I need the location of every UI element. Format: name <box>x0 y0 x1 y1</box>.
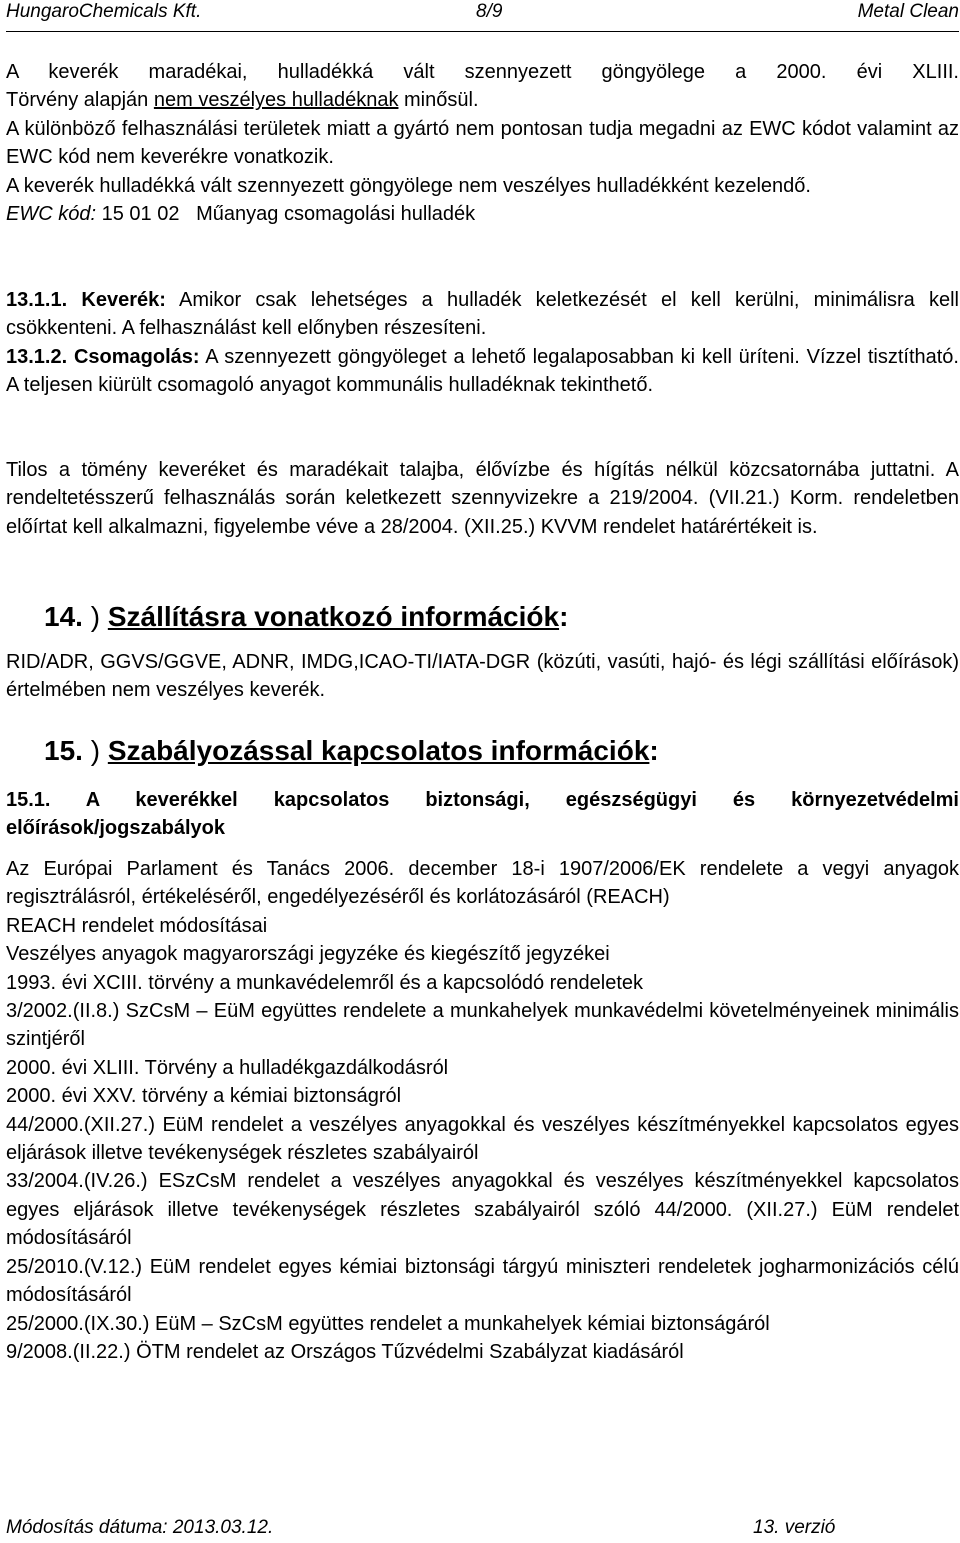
regulation-item: 9/2008.(II.22.) ÖTM rendelet az Országos Tűzvédelmi Szabályzat kiadásáról <box>6 1340 684 1363</box>
section-15-number: 15. <box>44 735 83 766</box>
section-15-title: Szabályozással kapcsolatos információk <box>107 735 650 766</box>
section-13-1-1-body: Amikor csak lehetséges a hulladék keletkezését el kell kerülni, minimálisra kell csökkenteni. A felhasználást kell előnyben részesíteni. <box>6 289 959 340</box>
prohibition-text: Tilos a tömény keveréket és maradékait talajba, élővízbe és hígítás nélkül közcsatornába juttatni. A rendeltetésszerű felhasználás során keletkezett szennyvizekre a 219/2004. (VII.21.) Korm. rendeletben előírtat kell alkalmazni, figyelembe véve a 28/2004. (XII.25.) KVVM rendelet határértékeit is. <box>6 459 959 538</box>
waste-paragraph-1: A keverék maradékai, hulladékká vált szennyezett göngyölege a 2000. évi XLIII. <box>6 61 959 83</box>
section-14-text: RID/ADR, GGVS/GGVE, ADNR, IMDG,ICAO-TI/IATA-DGR (közúti, vasúti, hajó- és légi szállítási előírások) értelmében nem veszélyes keverék. <box>6 651 959 702</box>
prohibition-paragraph <box>6 456 959 541</box>
waste-p1b-post: minősül. <box>398 89 479 112</box>
regulation-item: 44/2000.(XII.27.) EüM rendelet a veszélyes anyagokkal és veszélyes készítményekkel kapcsolatos egyes eljárások illetve tevékenységek részletes szabályairól <box>6 1113 959 1165</box>
section-15-colon: : <box>649 735 659 766</box>
regulation-item: REACH rendelet módosításai <box>6 914 268 937</box>
non-hazardous-underlined: nem veszélyes hulladéknak <box>153 89 399 112</box>
header-company: HungaroChemicals Kft. <box>6 1 202 22</box>
section-13-1-1-text <box>6 286 959 343</box>
section-14-title: Szállításra vonatkozó információk <box>107 601 560 632</box>
header-page-number: 8/9 <box>476 1 503 22</box>
section-15-heading: 15. ) Szabályozással kapcsolatos információk: <box>44 735 659 766</box>
section-13-1-2-label: Csomagolás: <box>73 346 200 368</box>
section-13-1-2 <box>6 343 959 400</box>
section-14-heading: 14. ) Szállításra vonatkozó információk: <box>44 601 569 632</box>
section-13-1-1-label: Keverék: <box>81 289 166 311</box>
section-14-colon: : <box>559 601 569 632</box>
section-14-number: 14. <box>44 601 83 632</box>
regulation-item: 3/2002.(II.8.) SzCsM – EüM együttes rendelete a munkahelyek munkavédelmi követelményeinek minimális szintjéről <box>6 1000 959 1051</box>
ewc-label: EWC kód: <box>6 203 97 226</box>
regulation-item: Veszélyes anyagok magyarországi jegyzéke és kiegészítő jegyzékei <box>6 943 610 966</box>
section-15-1-heading <box>6 786 959 843</box>
regulation-item: 25/2010.(V.12.) EüM rendelet egyes kémiai biztonsági tárgyú miniszteri rendeletek jogharmonizációs célú módosításáról <box>6 1255 959 1307</box>
section-13-1-2-body: A szennyezett göngyöleget a lehető legalaposabban ki kell üríteni. Vízzel tisztítható. A teljesen kiürült csomagoló anyagot kommunális hulladéknak tekinthető. <box>6 346 959 397</box>
regulation-item: 1993. évi XCIII. törvény a munkavédelemről és a kapcsolódó rendeletek <box>6 971 644 994</box>
ewc-line <box>6 200 959 228</box>
waste-section <box>6 58 959 228</box>
section-14-body <box>6 648 959 705</box>
footer-version: 13. verzió <box>753 1517 836 1538</box>
header-rule <box>6 31 959 32</box>
section-13-1-1-number: 13.1.1. <box>6 289 68 311</box>
section-13-1-1 <box>6 286 959 343</box>
waste-paragraph-2: A különböző felhasználási területek miatt a gyártó nem pontosan tudja megadni az EWC kódot valamint az EWC kód nem keverékre vonatkozik. <box>6 117 959 169</box>
regulation-item: Az Európai Parlament és Tanács 2006. december 18-i 1907/2006/EK rendelete a vegyi anyagok regisztrálásról, értékeléséről, engedélyezéséről és korlátozásáról (REACH) <box>6 858 959 909</box>
page-header <box>6 0 959 30</box>
ewc-code: 15 01 02 <box>101 203 180 226</box>
waste-paragraph-1b <box>6 86 959 114</box>
section-13-1-2-text <box>6 343 959 400</box>
section-13-1-2-number: 13.1.2. <box>6 346 68 368</box>
regulation-item: 2000. évi XLIII. Törvény a hulladékgazdálkodásról <box>6 1056 449 1079</box>
waste-p1b-pre: Törvény alapján <box>6 89 154 112</box>
regulation-item: 33/2004.(IV.26.) ESzCsM rendelet a veszélyes anyagokkal és veszélyes készítményekkel kapcsolatos egyes eljárások illetve tevékenységek részletes szabályairól szóló 44/2000. (XII.27.) EüM rendelet módosításáról <box>6 1170 959 1250</box>
regulation-item: 2000. évi XXV. törvény a kémiai biztonságról <box>6 1085 402 1108</box>
waste-paragraph-3: A keverék hulladékká vált szennyezett göngyölege nem veszélyes hulladékként kezelendő. <box>6 174 811 197</box>
ewc-description: Műanyag csomagolási hulladék <box>196 203 476 226</box>
footer-modified-date: Módosítás dátuma: 2013.03.12. <box>6 1517 274 1538</box>
section-15-1-heading-text: 15.1. A keverékkel kapcsolatos biztonsági, egészségügyi és környezetvédelmi előírások/jogszabályok <box>6 789 959 840</box>
regulation-item: 25/2000.(IX.30.) EüM – SzCsM együttes rendelet a munkahelyek kémiai biztonságáról <box>6 1312 770 1335</box>
regulations-list <box>6 855 959 1366</box>
header-product: Metal Clean <box>857 1 959 22</box>
